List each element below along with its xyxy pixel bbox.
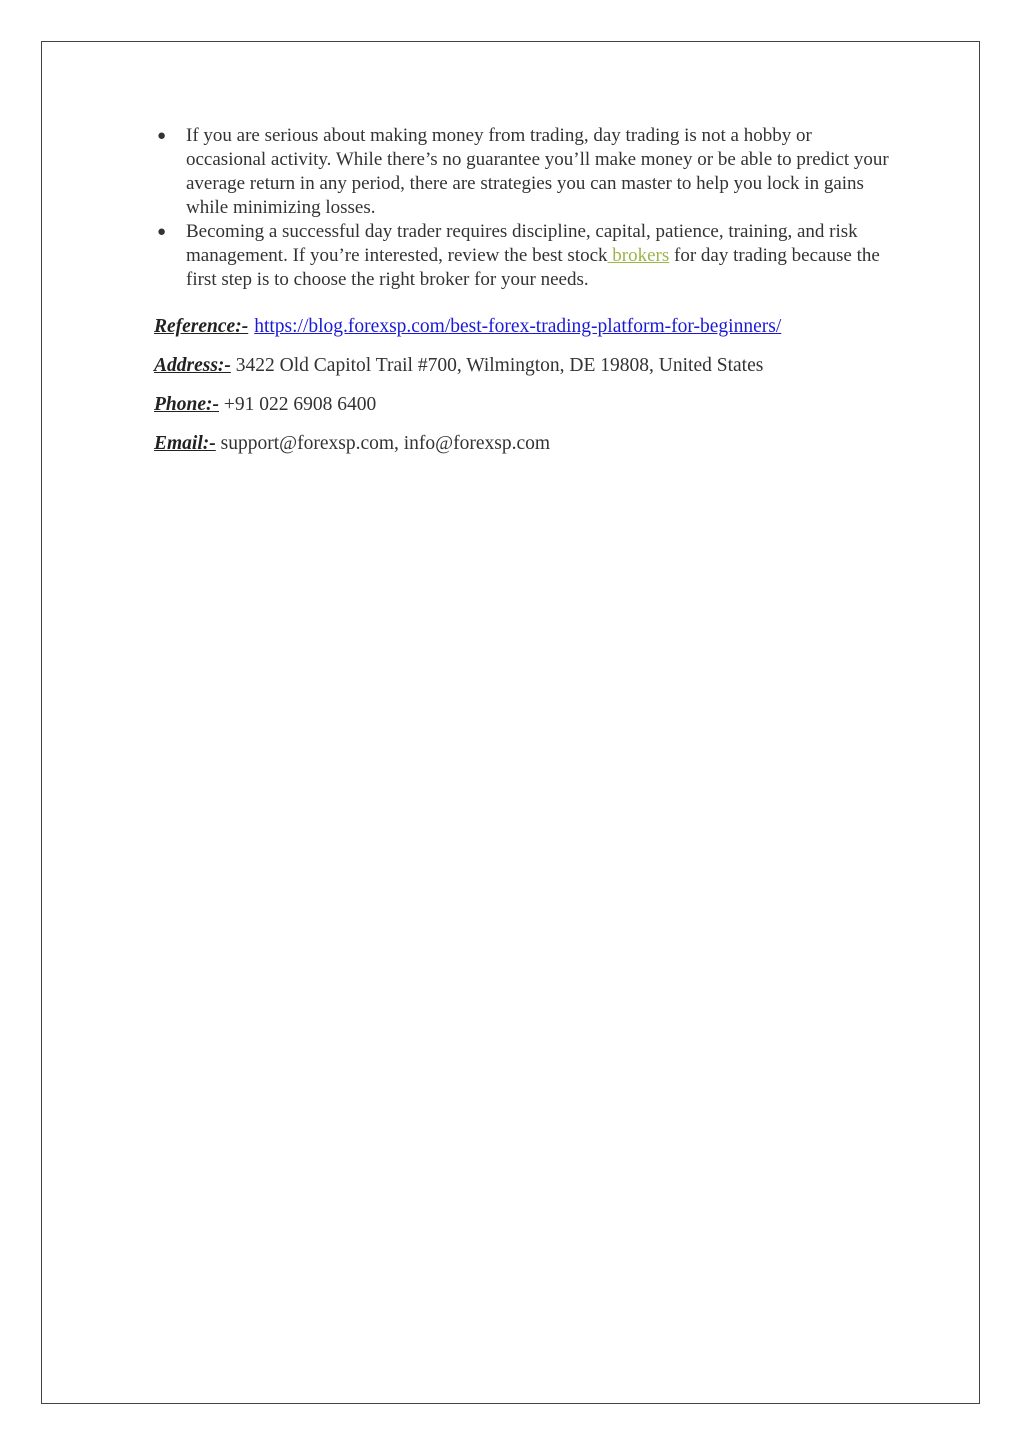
bullet-text: If you are serious about making money from trading, day trading is not a hobby or occasional activity. While there’s no guarantee you’ll make money or be able to predict your average return in any period, there are strategies you can master to help you lock in gains while minimizing losses. xyxy=(186,125,889,218)
email-line xyxy=(154,432,894,456)
reference-link[interactable]: https://blog.forexsp.com/best-forex-trading-platform-for-beginners/ xyxy=(254,316,782,337)
reference-label: Reference:- xyxy=(154,316,249,337)
address-value: 3422 Old Capitol Trail #700, Wilmington, DE 19808, United States xyxy=(230,355,764,376)
phone-line xyxy=(154,393,894,417)
bullet-icon: ● xyxy=(157,128,167,144)
document-content xyxy=(154,124,894,456)
phone-value: +91 022 6908 6400 xyxy=(219,394,377,415)
bullet-text-after: for day trading because the first step is to choose the right broker for your needs. xyxy=(186,245,880,290)
bullet-icon: ● xyxy=(157,224,167,240)
email-label: Email:- xyxy=(154,433,216,454)
bullet-list xyxy=(154,124,894,292)
bullet-item xyxy=(154,220,894,292)
reference-line xyxy=(154,315,894,339)
email-value: support@forexsp.com, info@forexsp.com xyxy=(215,433,551,454)
brokers-link[interactable]: brokers xyxy=(607,245,670,266)
bullet-text-before: Becoming a successful day trader requires discipline, capital, patience, training, and risk management. If you’re interested, review the best stock xyxy=(186,221,858,266)
address-label: Address:- xyxy=(154,355,231,376)
phone-label: Phone:- xyxy=(154,394,219,415)
address-line xyxy=(154,354,894,378)
bullet-item xyxy=(154,124,894,220)
